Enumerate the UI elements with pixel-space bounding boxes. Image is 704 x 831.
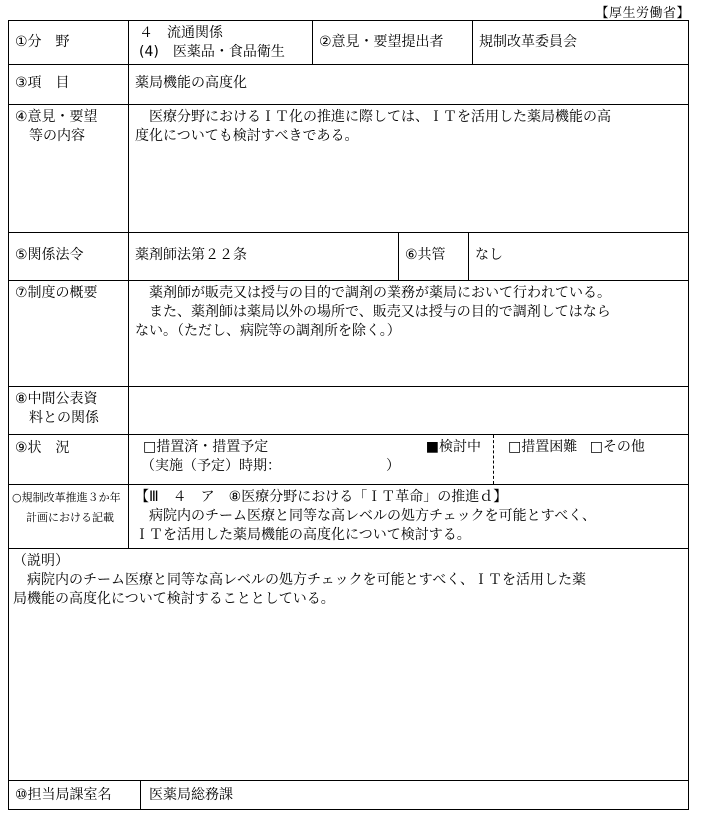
opinion-label <box>9 105 129 232</box>
field-value-line1: ４ 流通関係 <box>139 25 223 41</box>
explanation-row <box>9 549 688 781</box>
status-main <box>129 435 493 484</box>
overview-line3: ない。（ただし、病院等の調剤所を除く。） <box>135 323 401 339</box>
department-row <box>9 781 688 809</box>
interim-value <box>129 387 688 434</box>
law-label: ⑤関係法令 <box>9 233 129 280</box>
plan-line1: 【Ⅲ ４ ア ⑧医療分野における「ＩＴ革命」の推進ｄ】 <box>135 489 508 505</box>
submitter-value: 規制改革委員会 <box>479 34 577 50</box>
opinion-form <box>8 20 689 810</box>
status-other-options <box>493 435 688 484</box>
explanation-label: （説明） <box>13 553 69 569</box>
plan-label-line2: 計画における記載 <box>26 511 114 524</box>
jurisdiction-label: ⑥共管 <box>399 233 469 280</box>
opinion-label-line1: ④意見・要望 <box>15 109 98 125</box>
plan-line3: ＩＴを活用した薬局機能の高度化について検討する。 <box>135 527 471 543</box>
field-label: ①分 野 <box>9 21 129 64</box>
status-option-difficult[interactable]: □措置困難 <box>508 439 578 455</box>
plan-label <box>9 485 129 548</box>
plan-line2: 病院内のチーム医療と同等な高レベルの処方チェックを可能とすべく、 <box>135 508 597 524</box>
item-row <box>9 65 688 105</box>
opinion-text-line2: 度化についても検討すべきである。 <box>135 128 359 144</box>
law-value: 薬剤師法第２２条 <box>129 233 399 280</box>
status-label: ⑨状 況 <box>9 435 129 484</box>
overview-line1: 薬剤師が販売又は授与の目的で調剤の業務が薬局において行われている。 <box>135 285 611 301</box>
jurisdiction-value: なし <box>475 247 503 263</box>
status-row <box>9 435 688 485</box>
opinion-row <box>9 105 688 233</box>
status-option-other[interactable]: □その他 <box>589 439 645 455</box>
explanation-line2: 局機能の高度化について検討することとしている。 <box>13 591 335 607</box>
opinion-text-line1: 医療分野におけるＩＴ化の推進に際しては、ＩＴを活用した薬局機能の高 <box>135 109 611 125</box>
opinion-label-line2: 等の内容 <box>15 128 85 144</box>
submitter-label: ②意見・要望提出者 <box>313 21 473 64</box>
status-option-done[interactable]: □措置済・措置予定 <box>143 439 269 455</box>
explanation-line1: 病院内のチーム医療と同等な高レベルの処方チェックを可能とすべく、ＩＴを活用した薬 <box>13 572 587 588</box>
opinion-text <box>129 105 688 232</box>
department-value: 医薬局総務課 <box>149 787 233 803</box>
overview-text <box>129 281 688 386</box>
item-label: ③項 目 <box>9 65 129 104</box>
interim-row <box>9 387 688 435</box>
ministry-label: 【厚生労働省】 <box>595 6 690 21</box>
interim-label <box>9 387 129 434</box>
overview-line2: また、薬剤師は薬局以外の場所で、販売又は授与の目的で調剤してはなら <box>135 304 611 320</box>
explanation-text <box>9 549 688 780</box>
overview-label: ⑦制度の概要 <box>9 281 129 386</box>
plan-row <box>9 485 688 549</box>
item-value: 薬局機能の高度化 <box>135 75 247 91</box>
plan-text <box>129 485 688 548</box>
field-row <box>9 21 688 65</box>
field-value <box>129 21 313 64</box>
status-timing: （実施（予定）時期： ） <box>141 458 400 474</box>
law-row <box>9 233 688 281</box>
plan-label-line1: ○規制改革推進３か年 <box>12 491 121 504</box>
interim-label-line1: ⑧中間公表資 <box>15 391 98 407</box>
status-option-review[interactable]: ■検討中 <box>425 439 481 455</box>
field-value-line2: (4) 医薬品・食品衛生 <box>139 44 285 60</box>
department-label: ⑩担当局課室名 <box>9 781 141 809</box>
overview-row <box>9 281 688 387</box>
interim-label-line2: 料との関係 <box>15 410 99 426</box>
